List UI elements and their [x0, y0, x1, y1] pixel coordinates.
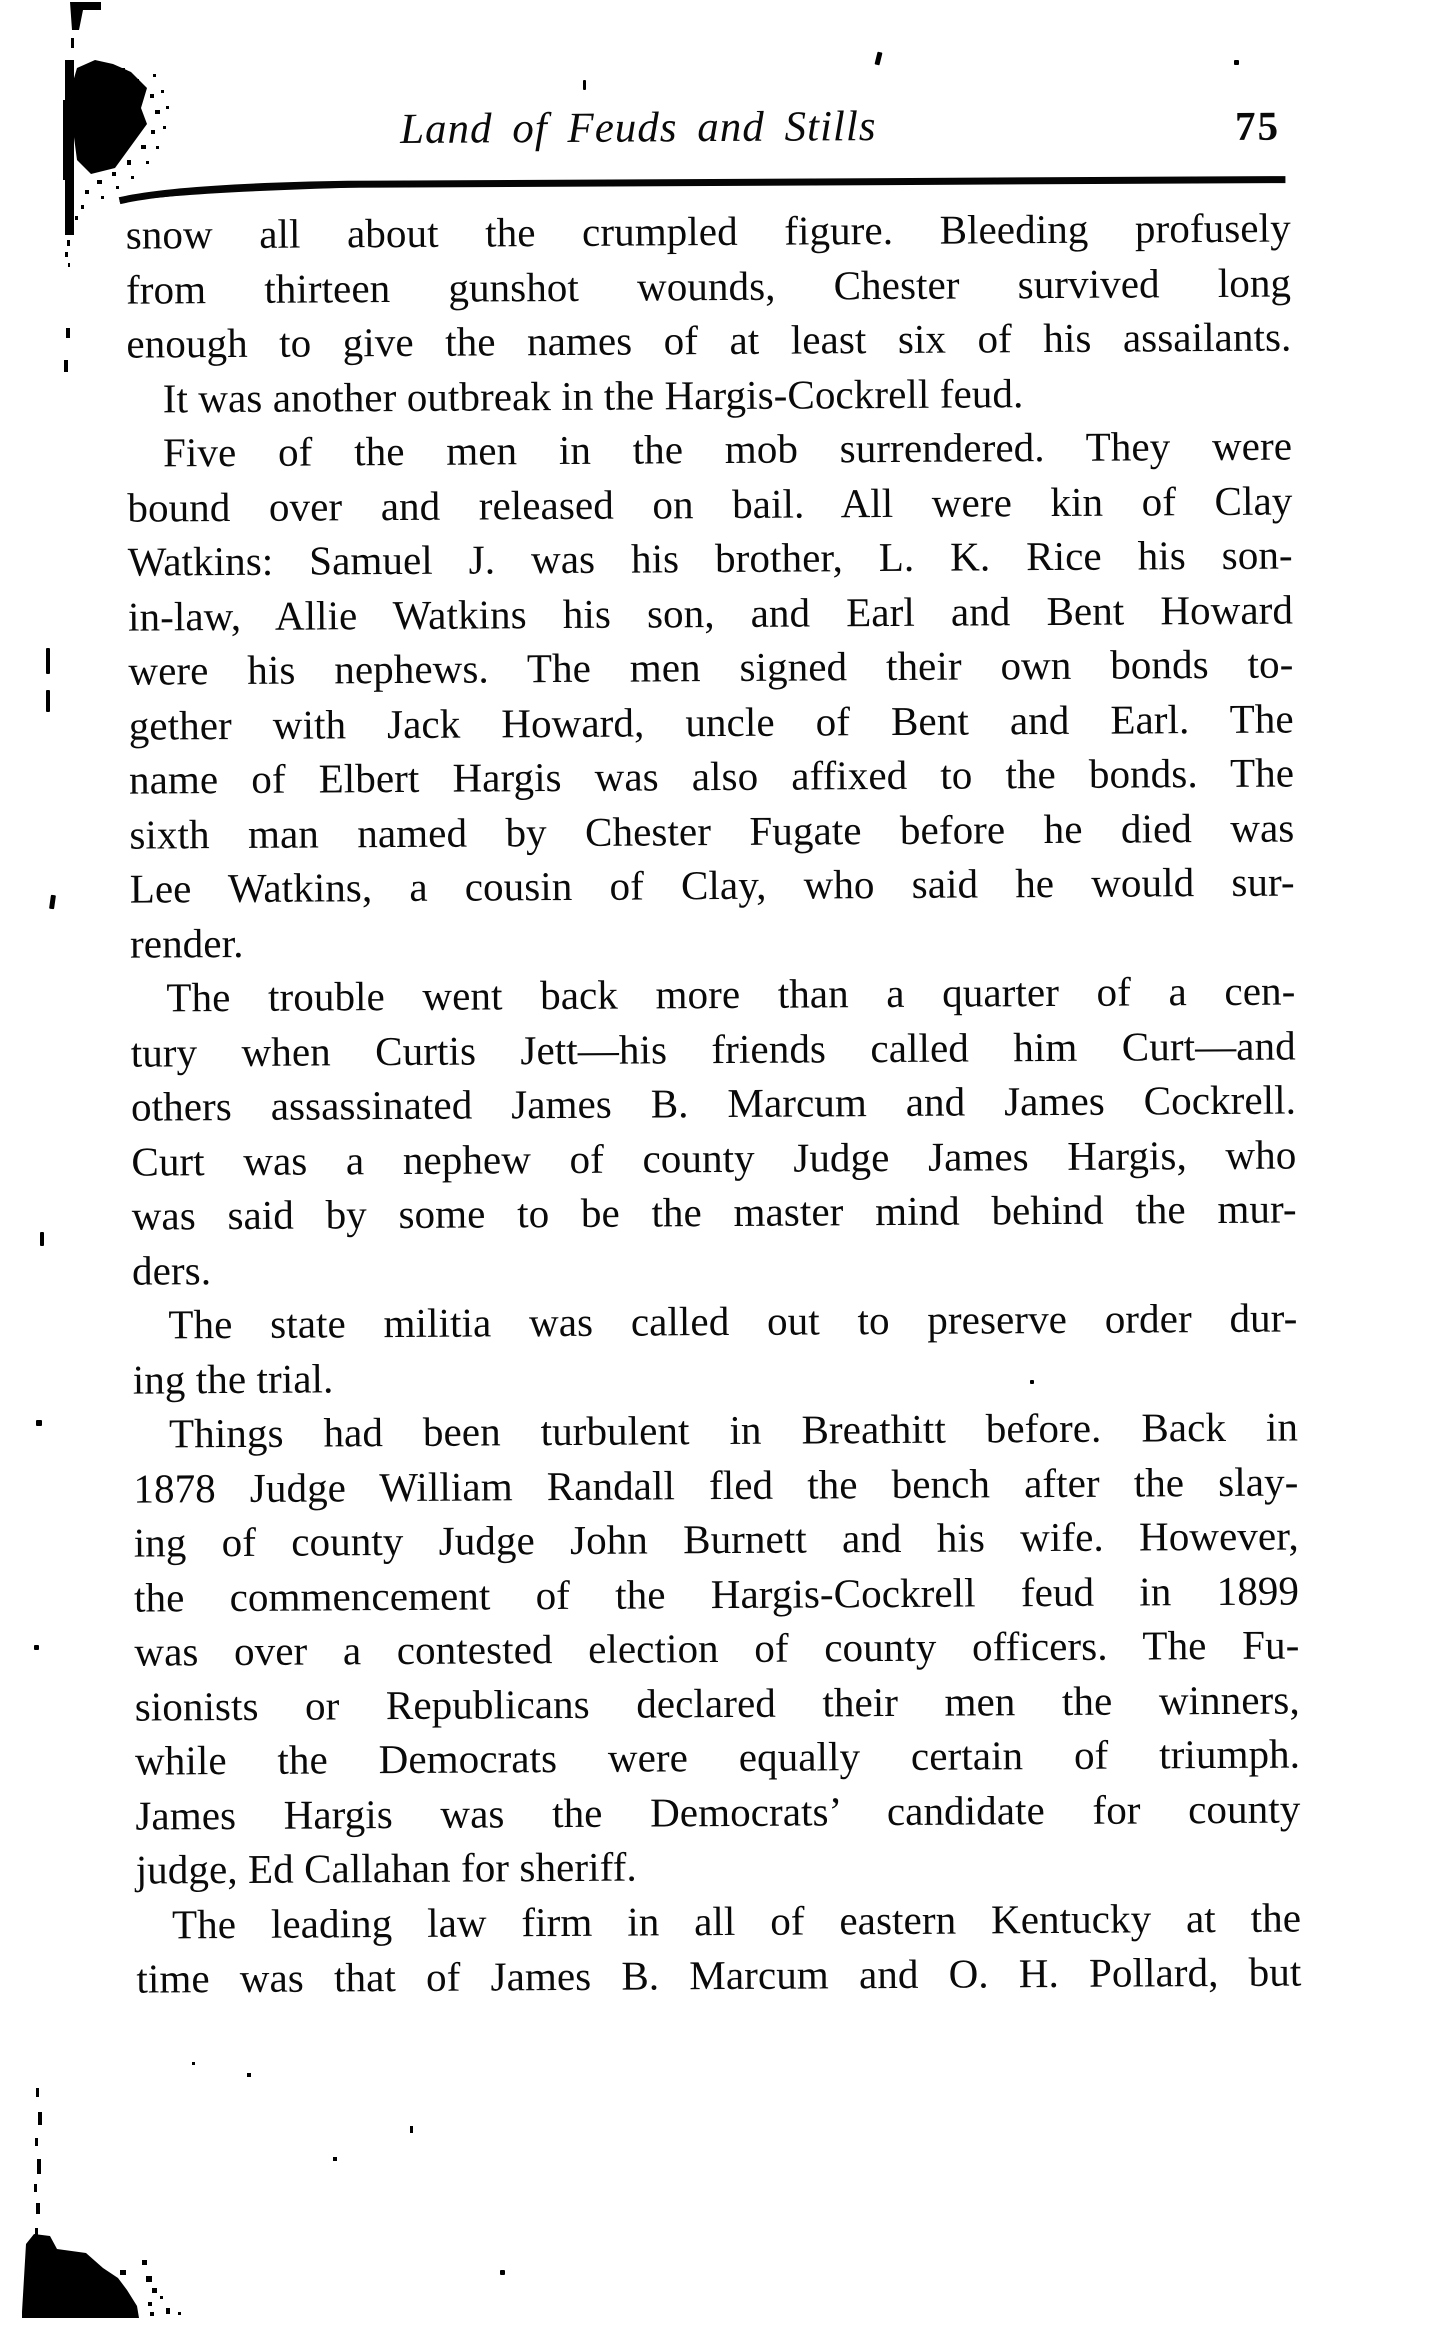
text-line: Things had been turbulent in Breathitt before. Back in: [168, 1403, 1299, 1457]
text-line: Watkins: Samuel J. was his brother, L. K. Rice his son-: [127, 531, 1293, 585]
text-line: were his nephews. The men signed their own bonds to-: [128, 640, 1294, 694]
text-line: render.: [129, 919, 244, 967]
text-line: others assassinated James B. Marcum and James Cockrell.: [130, 1076, 1297, 1130]
text-line: snow all about the crumpled figure. Bleeding profusely: [125, 204, 1291, 258]
text-line: judge, Ed Callahan for sheriff.: [135, 1843, 637, 1893]
text-line: enough to give the names of at least six of his assailants.: [126, 313, 1292, 367]
running-header: [0, 0, 1447, 153]
text-line: Curt was a nephew of county Judge James Hargis, who: [131, 1131, 1297, 1185]
text-line: The trouble went back more than a quarter of a cen-: [166, 967, 1296, 1021]
text-line: ing of county Judge John Burnett and his wife. However,: [133, 1512, 1299, 1566]
text-line: sixth man named by Chester Fugate before he died was: [129, 804, 1295, 858]
text-line: was over a contested election of county officers. The Fu-: [134, 1621, 1300, 1675]
paragraph: [127, 419, 1295, 971]
text-line: from thirteen gunshot wounds, Chester survived long: [125, 259, 1292, 313]
paragraph: [127, 364, 1292, 426]
text-line: while the Democrats were equally certain of triumph.: [134, 1730, 1301, 1784]
text-line: in-law, Allie Watkins his son, and Earl and Bent Howard: [127, 586, 1294, 640]
chapter-title: Land of Feuds and Stills: [399, 103, 877, 153]
text-line: The leading law firm in all of eastern Kentucky at the: [171, 1894, 1302, 1947]
text-line: ders.: [131, 1246, 212, 1294]
paragraph: [133, 1400, 1301, 1898]
text-line: time was that of James B. Marcum and O. H. Pollard, but: [136, 1948, 1302, 2002]
text-line: ing the trial.: [132, 1354, 334, 1403]
text-line: James Hargis was the Democrats’ candidate for county: [135, 1785, 1301, 1839]
text-line: 1878 Judge William Randall fled the bench after the slay-: [133, 1458, 1299, 1512]
text-line: It was another outbreak in the Hargis-Cockrell feud.: [162, 369, 1024, 421]
text-line: was said by some to be the master mind behind the mur-: [131, 1185, 1297, 1239]
text-line: bound over and released on bail. All were kin of Clay: [127, 477, 1293, 531]
text-line: Lee Watkins, a cousin of Clay, who said he would sur-: [129, 858, 1295, 912]
text-line: name of Elbert Hargis was also affixed to the bonds. The: [128, 749, 1295, 803]
text-line: The state militia was called out to preserve order dur-: [168, 1294, 1298, 1348]
paragraph: [126, 201, 1292, 372]
text-line: the commencement of the Hargis-Cockrell feud in 1899: [133, 1567, 1300, 1621]
text-line: gether with Jack Howard, uncle of Bent and Earl. The: [128, 695, 1294, 749]
paragraph: [130, 964, 1297, 1298]
body-text: [126, 201, 1302, 2007]
paragraph: [136, 1890, 1302, 2006]
page-number: 75: [1234, 102, 1281, 149]
text-line: sionists or Republicans declared their men the winners,: [134, 1676, 1300, 1730]
text-line: tury when Curtis Jett—his friends called him Curt—and: [130, 1022, 1296, 1076]
text-line: Five of the men in the mob surrendered. They were: [162, 422, 1293, 476]
paragraph: [132, 1291, 1298, 1407]
